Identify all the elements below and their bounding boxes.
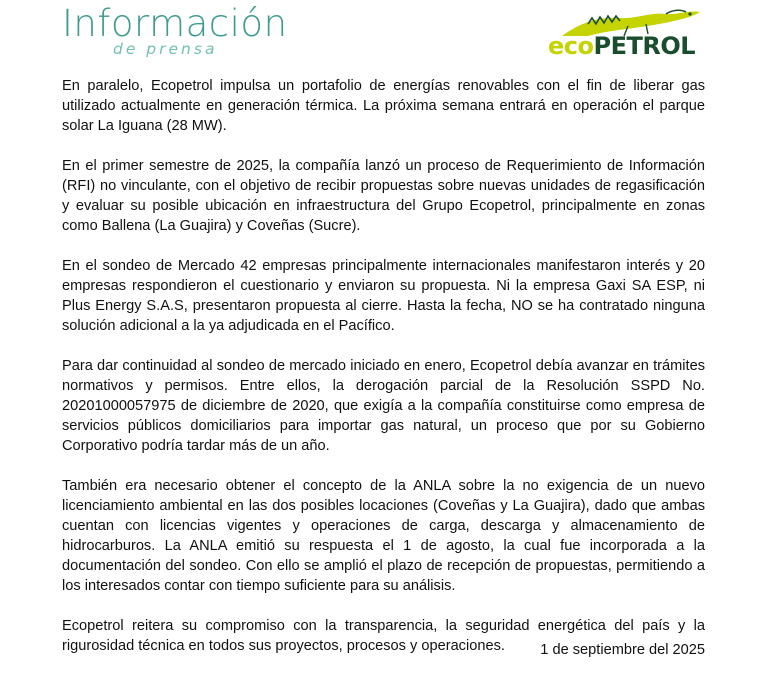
ecopetrol-logo bbox=[548, 6, 708, 62]
header-subtitle: de prensa bbox=[113, 40, 218, 58]
header-title: Información bbox=[62, 2, 288, 45]
paragraph-anla: También era necesario obtener el concepto de la ANLA sobre la no exigencia de un nuevo licenciamiento ambiental en las dos posibles locaciones (Coveñas y La Guajira), dado que ambas cuentan con licencias vigentes y operaciones de carga, descarga y almacenamiento de hidrocarburos. La ANLA emitió su respuesta el 1 de agosto, la cual fue incorporada a la documentación del sondeo. Con ello se amplió el plazo de recepción de propuestas, permitiendo a los interesados contar con tiempo suficiente para su análisis. bbox=[62, 478, 705, 594]
paragraph-market-survey: En el sondeo de Mercado 42 empresas principalmente internacionales manifestaron interés y 20 empresas respondieron el cuestionario y enviaron su propuesta. Ni la empresa Gaxi SA ESP, ni Plus Energy S.A.S, presentaron propuesta al cierre. Hasta la fecha, NO se ha contratado ninguna solución adicional a la ya adjudicada en el Pacífico. bbox=[62, 258, 705, 334]
logo-eco-text: eco bbox=[548, 32, 594, 60]
press-header bbox=[0, 0, 760, 70]
press-body bbox=[62, 76, 705, 676]
paragraph-commitment: Ecopetrol reitera su compromiso con la transparencia, la seguridad energética del país y la rigurosidad técnica en todos sus proyectos, procesos y operaciones. bbox=[62, 618, 705, 654]
paragraph-rfi: En el primer semestre de 2025, la compañía lanzó un proceso de Requerimiento de Información (RFI) no vinculante, con el objetivo de recibir propuestas sobre nuevas unidades de regasificación y evaluar su posible ubicación en infraestructura del Grupo Ecopetrol, principalmente en zonas como Ballena (La Guajira) y Coveñas (Sucre). bbox=[62, 158, 705, 234]
logo-petrol-text: PETROL bbox=[593, 32, 696, 60]
logo-wordmark bbox=[548, 32, 695, 60]
paragraph-renewables: En paralelo, Ecopetrol impulsa un portafolio de energías renovables con el fin de liberar gas utilizado actualmente en generación térmica. La próxima semana entrará en operación el parque solar La Iguana (28 MW). bbox=[62, 78, 705, 134]
publication-date: 1 de septiembre del 2025 bbox=[540, 642, 705, 658]
paragraph-regulatory: Para dar continuidad al sondeo de mercado iniciado en enero, Ecopetrol debía avanzar en trámites normativos y permisos. Entre ellos, la derogación parcial de la Resolución SSPD No. 20201000057975 de diciembre de 2020, que exigía a la compañía constituirse como empresa de servicios públicos domiciliarios para importar gas natural, un proceso que por su Gobierno Corporativo podría tardar más de un año. bbox=[62, 358, 705, 454]
